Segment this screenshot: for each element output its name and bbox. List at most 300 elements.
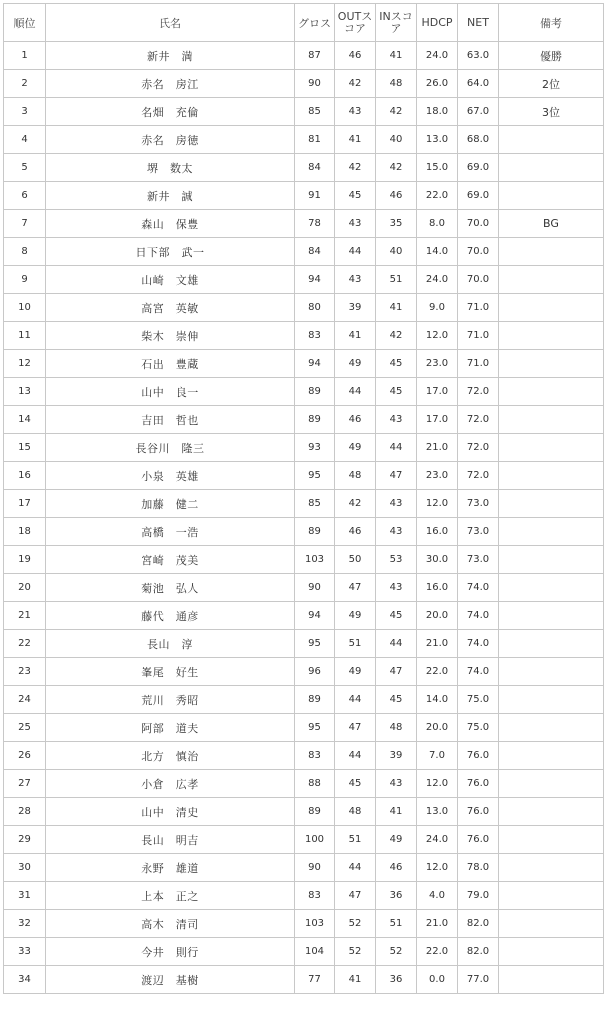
- cell-hdcp: 26.0: [417, 70, 458, 98]
- cell-in-score: 46: [376, 854, 417, 882]
- cell-name: 新井 誠: [46, 182, 295, 210]
- cell-rank: 8: [4, 238, 46, 266]
- cell-name: 菊池 弘人: [46, 574, 295, 602]
- table-row: [4, 294, 604, 322]
- cell-hdcp: 12.0: [417, 322, 458, 350]
- cell-name: 北方 慎治: [46, 742, 295, 770]
- table-row: [4, 854, 604, 882]
- cell-name: 長山 明吉: [46, 826, 295, 854]
- table-row: [4, 378, 604, 406]
- cell-in-score: 43: [376, 770, 417, 798]
- cell-hdcp: 22.0: [417, 658, 458, 686]
- cell-rank: 18: [4, 518, 46, 546]
- cell-gross: 80: [295, 294, 335, 322]
- cell-name: 山崎 文雄: [46, 266, 295, 294]
- cell-note: [499, 126, 604, 154]
- cell-gross: 90: [295, 574, 335, 602]
- cell-gross: 94: [295, 602, 335, 630]
- cell-rank: 31: [4, 882, 46, 910]
- cell-in-score: 35: [376, 210, 417, 238]
- header-note: 備考: [499, 4, 604, 42]
- cell-gross: 84: [295, 238, 335, 266]
- cell-gross: 77: [295, 966, 335, 994]
- cell-in-score: 43: [376, 574, 417, 602]
- table-row: [4, 938, 604, 966]
- cell-out-score: 41: [335, 322, 376, 350]
- cell-net: 77.0: [458, 966, 499, 994]
- cell-hdcp: 15.0: [417, 154, 458, 182]
- cell-rank: 34: [4, 966, 46, 994]
- cell-hdcp: 21.0: [417, 434, 458, 462]
- cell-note: 2位: [499, 70, 604, 98]
- cell-rank: 16: [4, 462, 46, 490]
- cell-note: [499, 490, 604, 518]
- cell-note: [499, 462, 604, 490]
- cell-hdcp: 24.0: [417, 42, 458, 70]
- cell-out-score: 44: [335, 854, 376, 882]
- cell-in-score: 44: [376, 434, 417, 462]
- cell-rank: 22: [4, 630, 46, 658]
- cell-rank: 5: [4, 154, 46, 182]
- header-in-score: INスコア: [376, 4, 417, 42]
- cell-hdcp: 13.0: [417, 126, 458, 154]
- table-row: [4, 266, 604, 294]
- cell-name: 峯尾 好生: [46, 658, 295, 686]
- cell-in-score: 41: [376, 42, 417, 70]
- cell-hdcp: 18.0: [417, 98, 458, 126]
- cell-name: 名畑 充倫: [46, 98, 295, 126]
- cell-out-score: 47: [335, 882, 376, 910]
- cell-name: 山中 清史: [46, 798, 295, 826]
- header-row: [4, 4, 604, 42]
- cell-hdcp: 12.0: [417, 770, 458, 798]
- header-rank: 順位: [4, 4, 46, 42]
- cell-note: [499, 238, 604, 266]
- header-out-score: OUTスコア: [335, 4, 376, 42]
- cell-in-score: 43: [376, 490, 417, 518]
- header-net: NET: [458, 4, 499, 42]
- cell-gross: 96: [295, 658, 335, 686]
- cell-note: [499, 938, 604, 966]
- cell-net: 73.0: [458, 546, 499, 574]
- cell-hdcp: 4.0: [417, 882, 458, 910]
- table-body: [4, 42, 604, 994]
- cell-name: 堺 数太: [46, 154, 295, 182]
- cell-note: [499, 602, 604, 630]
- cell-rank: 17: [4, 490, 46, 518]
- cell-in-score: 42: [376, 98, 417, 126]
- cell-note: [499, 714, 604, 742]
- cell-net: 71.0: [458, 322, 499, 350]
- cell-name: 長山 淳: [46, 630, 295, 658]
- cell-note: [499, 378, 604, 406]
- table-row: [4, 462, 604, 490]
- cell-gross: 88: [295, 770, 335, 798]
- table-row: [4, 630, 604, 658]
- cell-note: [499, 294, 604, 322]
- cell-hdcp: 24.0: [417, 266, 458, 294]
- cell-net: 76.0: [458, 742, 499, 770]
- cell-gross: 103: [295, 910, 335, 938]
- cell-out-score: 44: [335, 686, 376, 714]
- table-header: [4, 4, 604, 42]
- cell-in-score: 45: [376, 686, 417, 714]
- cell-gross: 89: [295, 798, 335, 826]
- cell-note: [499, 406, 604, 434]
- cell-net: 74.0: [458, 574, 499, 602]
- cell-hdcp: 12.0: [417, 490, 458, 518]
- cell-hdcp: 30.0: [417, 546, 458, 574]
- cell-gross: 89: [295, 406, 335, 434]
- cell-rank: 15: [4, 434, 46, 462]
- cell-net: 73.0: [458, 518, 499, 546]
- cell-net: 73.0: [458, 490, 499, 518]
- cell-name: 森山 保豊: [46, 210, 295, 238]
- cell-net: 69.0: [458, 182, 499, 210]
- cell-in-score: 51: [376, 910, 417, 938]
- table-row: [4, 518, 604, 546]
- cell-note: [499, 350, 604, 378]
- cell-hdcp: 9.0: [417, 294, 458, 322]
- cell-net: 76.0: [458, 770, 499, 798]
- cell-out-score: 47: [335, 714, 376, 742]
- cell-gross: 90: [295, 854, 335, 882]
- cell-out-score: 52: [335, 938, 376, 966]
- cell-hdcp: 20.0: [417, 714, 458, 742]
- cell-hdcp: 16.0: [417, 518, 458, 546]
- results-table: [3, 3, 604, 994]
- cell-in-score: 43: [376, 518, 417, 546]
- cell-name: 永野 雄道: [46, 854, 295, 882]
- cell-gross: 89: [295, 686, 335, 714]
- table-row: [4, 238, 604, 266]
- cell-out-score: 44: [335, 742, 376, 770]
- cell-out-score: 39: [335, 294, 376, 322]
- cell-hdcp: 21.0: [417, 910, 458, 938]
- cell-rank: 28: [4, 798, 46, 826]
- table-row: [4, 490, 604, 518]
- cell-net: 71.0: [458, 350, 499, 378]
- cell-rank: 9: [4, 266, 46, 294]
- cell-net: 68.0: [458, 126, 499, 154]
- cell-rank: 30: [4, 854, 46, 882]
- cell-out-score: 52: [335, 910, 376, 938]
- cell-out-score: 48: [335, 798, 376, 826]
- cell-rank: 32: [4, 910, 46, 938]
- cell-hdcp: 24.0: [417, 826, 458, 854]
- cell-rank: 33: [4, 938, 46, 966]
- cell-note: [499, 686, 604, 714]
- table-row: [4, 546, 604, 574]
- cell-rank: 10: [4, 294, 46, 322]
- cell-note: [499, 182, 604, 210]
- cell-rank: 24: [4, 686, 46, 714]
- cell-net: 72.0: [458, 462, 499, 490]
- cell-out-score: 46: [335, 518, 376, 546]
- cell-rank: 11: [4, 322, 46, 350]
- header-name: 氏名: [46, 4, 295, 42]
- cell-net: 74.0: [458, 630, 499, 658]
- cell-hdcp: 14.0: [417, 238, 458, 266]
- cell-out-score: 43: [335, 210, 376, 238]
- cell-rank: 20: [4, 574, 46, 602]
- cell-in-score: 46: [376, 182, 417, 210]
- table-row: [4, 966, 604, 994]
- cell-note: [499, 742, 604, 770]
- table-row: [4, 658, 604, 686]
- cell-out-score: 49: [335, 602, 376, 630]
- cell-net: 63.0: [458, 42, 499, 70]
- cell-note: [499, 154, 604, 182]
- cell-name: 荒川 秀昭: [46, 686, 295, 714]
- cell-hdcp: 23.0: [417, 350, 458, 378]
- cell-gross: 83: [295, 322, 335, 350]
- cell-net: 82.0: [458, 910, 499, 938]
- cell-rank: 13: [4, 378, 46, 406]
- cell-note: [499, 574, 604, 602]
- cell-out-score: 51: [335, 630, 376, 658]
- cell-note: [499, 266, 604, 294]
- table-row: [4, 182, 604, 210]
- cell-gross: 95: [295, 714, 335, 742]
- cell-hdcp: 23.0: [417, 462, 458, 490]
- cell-rank: 3: [4, 98, 46, 126]
- cell-name: 赤名 房徳: [46, 126, 295, 154]
- cell-name: 長谷川 隆三: [46, 434, 295, 462]
- cell-gross: 94: [295, 266, 335, 294]
- cell-in-score: 36: [376, 966, 417, 994]
- cell-net: 70.0: [458, 238, 499, 266]
- cell-in-score: 51: [376, 266, 417, 294]
- cell-hdcp: 0.0: [417, 966, 458, 994]
- cell-out-score: 45: [335, 182, 376, 210]
- cell-name: 柴木 崇伸: [46, 322, 295, 350]
- cell-out-score: 44: [335, 238, 376, 266]
- cell-out-score: 43: [335, 98, 376, 126]
- cell-gross: 83: [295, 882, 335, 910]
- cell-note: [499, 826, 604, 854]
- cell-out-score: 49: [335, 434, 376, 462]
- cell-gross: 100: [295, 826, 335, 854]
- cell-rank: 6: [4, 182, 46, 210]
- cell-name: 高橋 一浩: [46, 518, 295, 546]
- cell-in-score: 53: [376, 546, 417, 574]
- cell-hdcp: 22.0: [417, 938, 458, 966]
- table-row: [4, 882, 604, 910]
- cell-hdcp: 7.0: [417, 742, 458, 770]
- cell-rank: 12: [4, 350, 46, 378]
- cell-hdcp: 17.0: [417, 406, 458, 434]
- table-row: [4, 742, 604, 770]
- table-row: [4, 210, 604, 238]
- cell-gross: 83: [295, 742, 335, 770]
- cell-name: 新井 満: [46, 42, 295, 70]
- cell-note: [499, 966, 604, 994]
- cell-gross: 91: [295, 182, 335, 210]
- table-row: [4, 434, 604, 462]
- cell-gross: 85: [295, 490, 335, 518]
- cell-name: 阿部 道夫: [46, 714, 295, 742]
- table-row: [4, 770, 604, 798]
- cell-name: 上本 正之: [46, 882, 295, 910]
- cell-name: 高宮 英敏: [46, 294, 295, 322]
- table-row: [4, 70, 604, 98]
- cell-gross: 103: [295, 546, 335, 574]
- cell-hdcp: 8.0: [417, 210, 458, 238]
- cell-net: 76.0: [458, 826, 499, 854]
- cell-out-score: 43: [335, 266, 376, 294]
- cell-out-score: 50: [335, 546, 376, 574]
- cell-gross: 89: [295, 378, 335, 406]
- cell-gross: 93: [295, 434, 335, 462]
- cell-out-score: 42: [335, 154, 376, 182]
- cell-hdcp: 21.0: [417, 630, 458, 658]
- cell-net: 79.0: [458, 882, 499, 910]
- cell-net: 74.0: [458, 602, 499, 630]
- cell-name: 日下部 武一: [46, 238, 295, 266]
- cell-in-score: 44: [376, 630, 417, 658]
- cell-note: BG: [499, 210, 604, 238]
- cell-net: 70.0: [458, 266, 499, 294]
- table-row: [4, 154, 604, 182]
- cell-gross: 95: [295, 630, 335, 658]
- cell-in-score: 39: [376, 742, 417, 770]
- cell-note: 優勝: [499, 42, 604, 70]
- cell-name: 小泉 英雄: [46, 462, 295, 490]
- cell-gross: 95: [295, 462, 335, 490]
- cell-in-score: 48: [376, 70, 417, 98]
- cell-in-score: 47: [376, 462, 417, 490]
- cell-in-score: 40: [376, 238, 417, 266]
- cell-note: [499, 434, 604, 462]
- cell-net: 72.0: [458, 378, 499, 406]
- cell-name: 藤代 通彦: [46, 602, 295, 630]
- cell-hdcp: 20.0: [417, 602, 458, 630]
- cell-rank: 23: [4, 658, 46, 686]
- cell-in-score: 52: [376, 938, 417, 966]
- cell-name: 赤名 房江: [46, 70, 295, 98]
- cell-gross: 85: [295, 98, 335, 126]
- cell-in-score: 42: [376, 322, 417, 350]
- cell-in-score: 45: [376, 378, 417, 406]
- cell-in-score: 45: [376, 602, 417, 630]
- table-row: [4, 910, 604, 938]
- cell-note: [499, 882, 604, 910]
- cell-net: 74.0: [458, 658, 499, 686]
- cell-out-score: 42: [335, 70, 376, 98]
- cell-note: [499, 518, 604, 546]
- table-row: [4, 602, 604, 630]
- cell-hdcp: 12.0: [417, 854, 458, 882]
- cell-name: 渡辺 基樹: [46, 966, 295, 994]
- table-row: [4, 574, 604, 602]
- cell-net: 72.0: [458, 434, 499, 462]
- cell-in-score: 47: [376, 658, 417, 686]
- cell-note: [499, 658, 604, 686]
- cell-out-score: 45: [335, 770, 376, 798]
- table-row: [4, 686, 604, 714]
- cell-out-score: 46: [335, 42, 376, 70]
- table-row: [4, 350, 604, 378]
- cell-out-score: 49: [335, 658, 376, 686]
- cell-net: 75.0: [458, 714, 499, 742]
- cell-gross: 90: [295, 70, 335, 98]
- cell-name: 今井 則行: [46, 938, 295, 966]
- cell-rank: 19: [4, 546, 46, 574]
- cell-out-score: 44: [335, 378, 376, 406]
- cell-hdcp: 17.0: [417, 378, 458, 406]
- cell-rank: 21: [4, 602, 46, 630]
- cell-rank: 4: [4, 126, 46, 154]
- table-row: [4, 798, 604, 826]
- cell-out-score: 42: [335, 490, 376, 518]
- cell-in-score: 36: [376, 882, 417, 910]
- cell-gross: 78: [295, 210, 335, 238]
- cell-note: [499, 322, 604, 350]
- cell-name: 山中 良一: [46, 378, 295, 406]
- cell-gross: 81: [295, 126, 335, 154]
- cell-rank: 26: [4, 742, 46, 770]
- header-gross: グロス: [295, 4, 335, 42]
- cell-gross: 87: [295, 42, 335, 70]
- cell-net: 71.0: [458, 294, 499, 322]
- header-hdcp: HDCP: [417, 4, 458, 42]
- cell-in-score: 49: [376, 826, 417, 854]
- table-row: [4, 714, 604, 742]
- cell-net: 67.0: [458, 98, 499, 126]
- cell-rank: 7: [4, 210, 46, 238]
- cell-out-score: 46: [335, 406, 376, 434]
- cell-hdcp: 13.0: [417, 798, 458, 826]
- cell-out-score: 41: [335, 126, 376, 154]
- table-row: [4, 42, 604, 70]
- table-row: [4, 126, 604, 154]
- cell-rank: 29: [4, 826, 46, 854]
- cell-rank: 25: [4, 714, 46, 742]
- cell-gross: 84: [295, 154, 335, 182]
- cell-net: 76.0: [458, 798, 499, 826]
- table-row: [4, 826, 604, 854]
- cell-net: 69.0: [458, 154, 499, 182]
- cell-in-score: 43: [376, 406, 417, 434]
- cell-note: [499, 630, 604, 658]
- cell-name: 高木 清司: [46, 910, 295, 938]
- cell-hdcp: 22.0: [417, 182, 458, 210]
- cell-in-score: 41: [376, 798, 417, 826]
- cell-hdcp: 14.0: [417, 686, 458, 714]
- cell-rank: 27: [4, 770, 46, 798]
- cell-rank: 2: [4, 70, 46, 98]
- cell-name: 宮崎 茂美: [46, 546, 295, 574]
- cell-out-score: 41: [335, 966, 376, 994]
- cell-gross: 104: [295, 938, 335, 966]
- cell-name: 小倉 広孝: [46, 770, 295, 798]
- cell-note: [499, 910, 604, 938]
- cell-in-score: 42: [376, 154, 417, 182]
- cell-gross: 94: [295, 350, 335, 378]
- cell-out-score: 49: [335, 350, 376, 378]
- cell-note: [499, 854, 604, 882]
- cell-note: [499, 798, 604, 826]
- table-row: [4, 322, 604, 350]
- cell-net: 75.0: [458, 686, 499, 714]
- table-row: [4, 98, 604, 126]
- cell-net: 78.0: [458, 854, 499, 882]
- cell-note: [499, 770, 604, 798]
- cell-in-score: 45: [376, 350, 417, 378]
- cell-gross: 89: [295, 518, 335, 546]
- cell-rank: 1: [4, 42, 46, 70]
